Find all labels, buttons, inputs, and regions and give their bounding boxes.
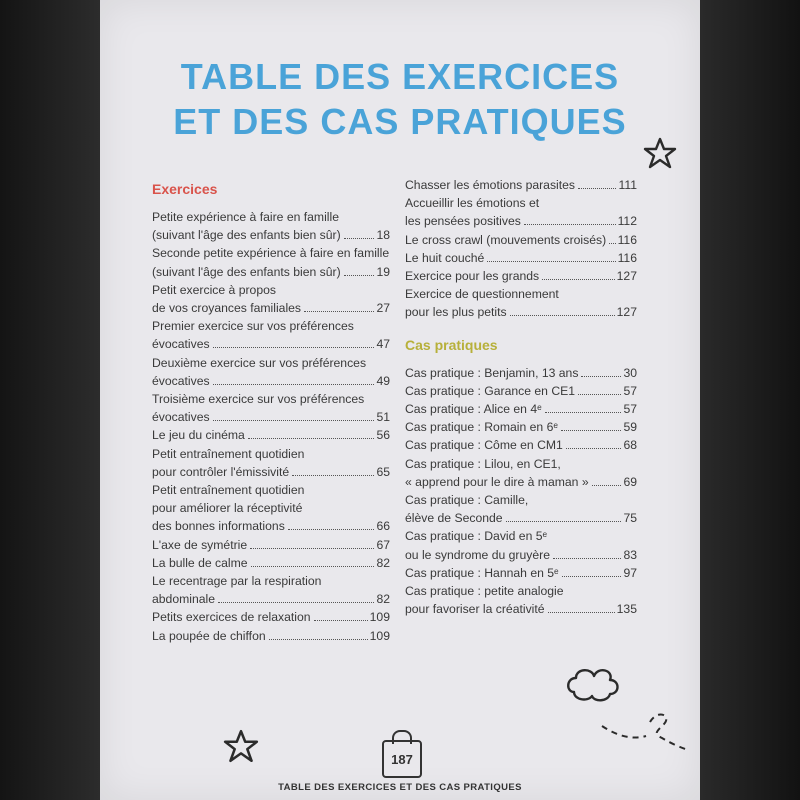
toc-entry-text: La bulle de calme <box>152 555 248 570</box>
dot-leader <box>548 612 615 613</box>
toc-entry-text: Le jeu du cinéma <box>152 428 245 443</box>
toc-entry-row <box>152 408 390 426</box>
dot-leader <box>561 430 622 431</box>
cas-pratiques-list <box>405 364 637 619</box>
toc-entry-text: « apprend pour le dire à maman » <box>405 474 589 489</box>
toc-entry <box>405 382 637 400</box>
toc-entry-row <box>152 517 390 535</box>
toc-page-number: 82 <box>376 592 390 607</box>
toc-entry <box>152 317 390 353</box>
toc-page-number: 111 <box>618 178 637 192</box>
toc-entry <box>405 491 637 527</box>
toc-entry <box>405 285 637 321</box>
toc-entry <box>152 627 390 645</box>
toc-entry-row <box>152 299 390 317</box>
toc-entry-text: Cas pratique : Garance en CE1 <box>405 383 576 398</box>
toc-page-number: 57 <box>623 383 637 398</box>
dot-leader <box>344 238 375 239</box>
toc-page-number: 47 <box>376 337 390 352</box>
toc-entry-row <box>152 335 390 353</box>
picture-frame-icon <box>392 730 412 744</box>
dot-leader <box>542 279 615 280</box>
dot-leader <box>578 188 616 189</box>
exercices-continued-list <box>405 176 637 322</box>
toc-entry-row <box>152 226 390 244</box>
toc-entry-text: (suivant l'âge des enfants bien sûr) <box>152 264 341 279</box>
toc-entry <box>152 554 390 572</box>
toc-entry-text: Cas pratique : Camille, <box>405 493 529 508</box>
toc-entry <box>405 455 637 491</box>
toc-entry <box>152 426 390 444</box>
toc-entry <box>405 176 637 194</box>
toc-entry-text: pour les plus petits <box>405 305 507 320</box>
background-right <box>700 0 800 800</box>
toc-page-number: 75 <box>623 511 637 526</box>
toc-entry-row <box>405 418 637 436</box>
toc-entry-text: Cas pratique : Hannah en 5ᵉ <box>405 565 559 580</box>
dot-leader <box>506 521 622 522</box>
toc-entry-text: pour favoriser la créativité <box>405 602 545 617</box>
page-title-line-2: ET DES CAS PRATIQUES <box>173 101 627 142</box>
toc-entry-text: abdominale <box>152 592 216 607</box>
toc-entry-row <box>405 212 637 230</box>
toc-entry-row <box>405 546 637 564</box>
toc-entry-text: Cas pratique : Benjamin, 13 ans <box>405 365 579 380</box>
dot-leader <box>250 548 374 549</box>
toc-page-number: 56 <box>376 428 390 443</box>
toc-entry-row <box>152 536 390 554</box>
dot-leader <box>304 311 374 312</box>
toc-entry <box>152 390 390 426</box>
toc-entry-text: Petite expérience à faire en famille <box>152 210 339 224</box>
dot-leader <box>487 261 615 262</box>
toc-entry-row <box>405 564 637 582</box>
toc-entry <box>152 281 390 317</box>
toc-entry-text: Le recentrage par la respiration <box>152 574 322 589</box>
toc-entry-text: ou le syndrome du gruyère <box>405 547 550 562</box>
running-title: TABLE DES EXERCICES ET DES CAS PRATIQUES <box>278 782 522 793</box>
toc-entry-text: Cas pratique : David en 5ᵉ <box>405 529 548 544</box>
toc-entry-text: Petit entraînement quotidien <box>152 483 305 498</box>
toc-entry-row <box>405 231 637 249</box>
toc-page-number: 109 <box>369 610 390 625</box>
toc-entry-text: pour contrôler l'émissivité <box>152 464 290 479</box>
toc-page-number: 109 <box>369 628 390 643</box>
star-icon <box>642 136 678 170</box>
toc-page-number: 19 <box>376 264 390 279</box>
toc-page-number: 116 <box>617 250 637 265</box>
exercices-list <box>152 208 390 645</box>
dot-leader <box>288 529 375 530</box>
toc-entry-row <box>405 303 637 321</box>
toc-entry-row <box>152 463 390 481</box>
toc-entry-row <box>152 554 390 572</box>
dot-leader <box>562 576 622 577</box>
toc-entry-text: Seconde petite expérience à faire en famille <box>152 246 390 261</box>
dot-leader <box>213 384 375 385</box>
toc-page-number: 65 <box>376 464 390 479</box>
toc-entry <box>405 231 637 249</box>
toc-entry-text: de vos croyances familiales <box>152 301 302 316</box>
toc-entry-row <box>152 263 390 281</box>
toc-entry-text: Cas pratique : Côme en CM1 <box>405 438 563 453</box>
toc-page-number: 69 <box>623 474 637 489</box>
toc-entry-text: Chasser les émotions parasites <box>405 178 576 192</box>
toc-entry-text: Troisième exercice sur vos préférences <box>152 392 365 407</box>
toc-entry-text: Deuxième exercice sur vos préférences <box>152 355 367 370</box>
toc-entry <box>152 354 390 390</box>
toc-page-number: 116 <box>617 232 637 247</box>
toc-page-number: 49 <box>376 373 390 388</box>
toc-page-number: 83 <box>623 547 637 562</box>
toc-entry <box>405 564 637 582</box>
toc-page-number: 18 <box>376 228 390 243</box>
toc-page-number: 127 <box>616 305 637 320</box>
toc-entry-text: Le cross crawl (mouvements croisés) <box>405 232 607 247</box>
toc-right-column <box>405 176 637 618</box>
toc-entry-row <box>152 590 390 608</box>
toc-entry-row <box>405 400 637 418</box>
dot-leader <box>609 243 615 244</box>
toc-entry-text: Le huit couché <box>405 250 485 265</box>
toc-entry <box>405 582 637 618</box>
dot-leader <box>314 620 368 621</box>
dot-leader <box>251 566 375 567</box>
toc-entry-row <box>405 600 637 618</box>
toc-entry-text: Petits exercices de relaxation <box>152 610 311 625</box>
toc-entry-row <box>405 364 637 382</box>
cas-pratiques-heading: Cas pratiques <box>405 336 498 353</box>
dot-leader <box>524 224 616 225</box>
toc-entry <box>405 249 637 267</box>
dot-leader <box>292 475 374 476</box>
toc-entry-row <box>152 372 390 390</box>
toc-entry <box>405 436 637 454</box>
toc-entry-text: les pensées positives <box>405 214 521 229</box>
toc-entry <box>152 536 390 554</box>
toc-page-number: 51 <box>376 410 390 425</box>
dot-leader <box>553 558 621 559</box>
toc-entry-text: La poupée de chiffon <box>152 628 266 643</box>
toc-entry-row <box>405 176 637 194</box>
dot-leader <box>581 376 621 377</box>
toc-page-number: 135 <box>616 602 637 617</box>
toc-entry <box>152 608 390 626</box>
background-left <box>0 0 100 800</box>
dot-leader <box>578 394 621 395</box>
dot-leader <box>344 275 375 276</box>
toc-entry-text: Exercice de questionnement <box>405 287 559 302</box>
toc-page-number: 57 <box>623 402 637 417</box>
toc-entry <box>405 364 637 382</box>
dot-leader <box>213 420 375 421</box>
toc-page-number: 67 <box>376 537 390 552</box>
toc-entry-row <box>405 473 637 491</box>
exercices-heading: Exercices <box>152 181 218 197</box>
toc-entry-row <box>405 382 637 400</box>
toc-entry-text: Premier exercice sur vos préférences <box>152 319 354 334</box>
dot-leader <box>213 347 375 348</box>
toc-page-number: 82 <box>376 555 390 570</box>
toc-page-number: 68 <box>623 438 637 453</box>
dot-leader <box>566 448 622 449</box>
toc-entry <box>405 267 637 285</box>
toc-entry <box>152 208 390 244</box>
toc-entry-row <box>152 627 390 645</box>
toc-page-number: 30 <box>623 365 637 380</box>
dot-leader <box>545 412 622 413</box>
toc-entry-text: Cas pratique : petite analogie <box>405 584 564 599</box>
dot-leader <box>510 315 615 316</box>
toc-entry-text: Cas pratique : Romain en 6ᵉ <box>405 420 558 435</box>
toc-page-number: 97 <box>623 565 637 580</box>
toc-page-number: 112 <box>617 214 637 229</box>
toc-entry-row <box>152 608 390 626</box>
cloud-icon <box>562 664 692 764</box>
toc-page-number: 66 <box>376 519 390 534</box>
toc-entry <box>152 481 390 536</box>
toc-entry-text: évocatives <box>152 337 210 352</box>
star-icon <box>222 728 260 764</box>
page-number-frame <box>382 740 422 778</box>
toc-page-number: 59 <box>623 420 637 435</box>
page-title-line-1: TABLE DES EXERCICES <box>180 56 620 97</box>
toc-page-number: 27 <box>376 301 390 316</box>
toc-entry-text: Petit entraînement quotidien <box>152 446 305 461</box>
toc-entry-text: des bonnes informations <box>152 519 285 534</box>
toc-entry <box>152 572 390 608</box>
toc-entry-row <box>152 426 390 444</box>
toc-entry-row <box>405 509 637 527</box>
dot-leader <box>218 602 374 603</box>
toc-entry-text: Accueillir les émotions et <box>405 196 540 211</box>
book-page <box>100 0 700 800</box>
toc-entry <box>405 418 637 436</box>
toc-entry <box>405 400 637 418</box>
toc-page-number: 127 <box>616 269 637 284</box>
dot-leader <box>592 485 622 486</box>
toc-entry-row <box>405 267 637 285</box>
toc-entry-row <box>405 436 637 454</box>
toc-entry-text: pour améliorer la réceptivité <box>152 501 303 516</box>
toc-entry-text: L'axe de symétrie <box>152 537 248 552</box>
toc-entry-text: élève de Seconde <box>405 511 503 526</box>
toc-entry-text: Cas pratique : Lilou, en CE1, <box>405 456 561 471</box>
toc-entry-text: Exercice pour les grands <box>405 269 540 284</box>
toc-left-column <box>152 180 390 645</box>
page-number: 187 <box>391 751 413 767</box>
dot-leader <box>269 639 368 640</box>
toc-entry <box>405 527 637 563</box>
toc-entry-text: évocatives <box>152 373 210 388</box>
toc-entry-text: Petit exercice à propos <box>152 282 276 297</box>
toc-entry <box>152 445 390 481</box>
toc-entry-text: Cas pratique : Alice en 4ᵉ <box>405 402 542 417</box>
toc-entry-text: (suivant l'âge des enfants bien sûr) <box>152 228 341 243</box>
dot-leader <box>248 438 375 439</box>
toc-entry-text: évocatives <box>152 410 210 425</box>
toc-entry-row <box>405 249 637 267</box>
toc-entry <box>152 244 390 280</box>
toc-entry <box>405 194 637 230</box>
